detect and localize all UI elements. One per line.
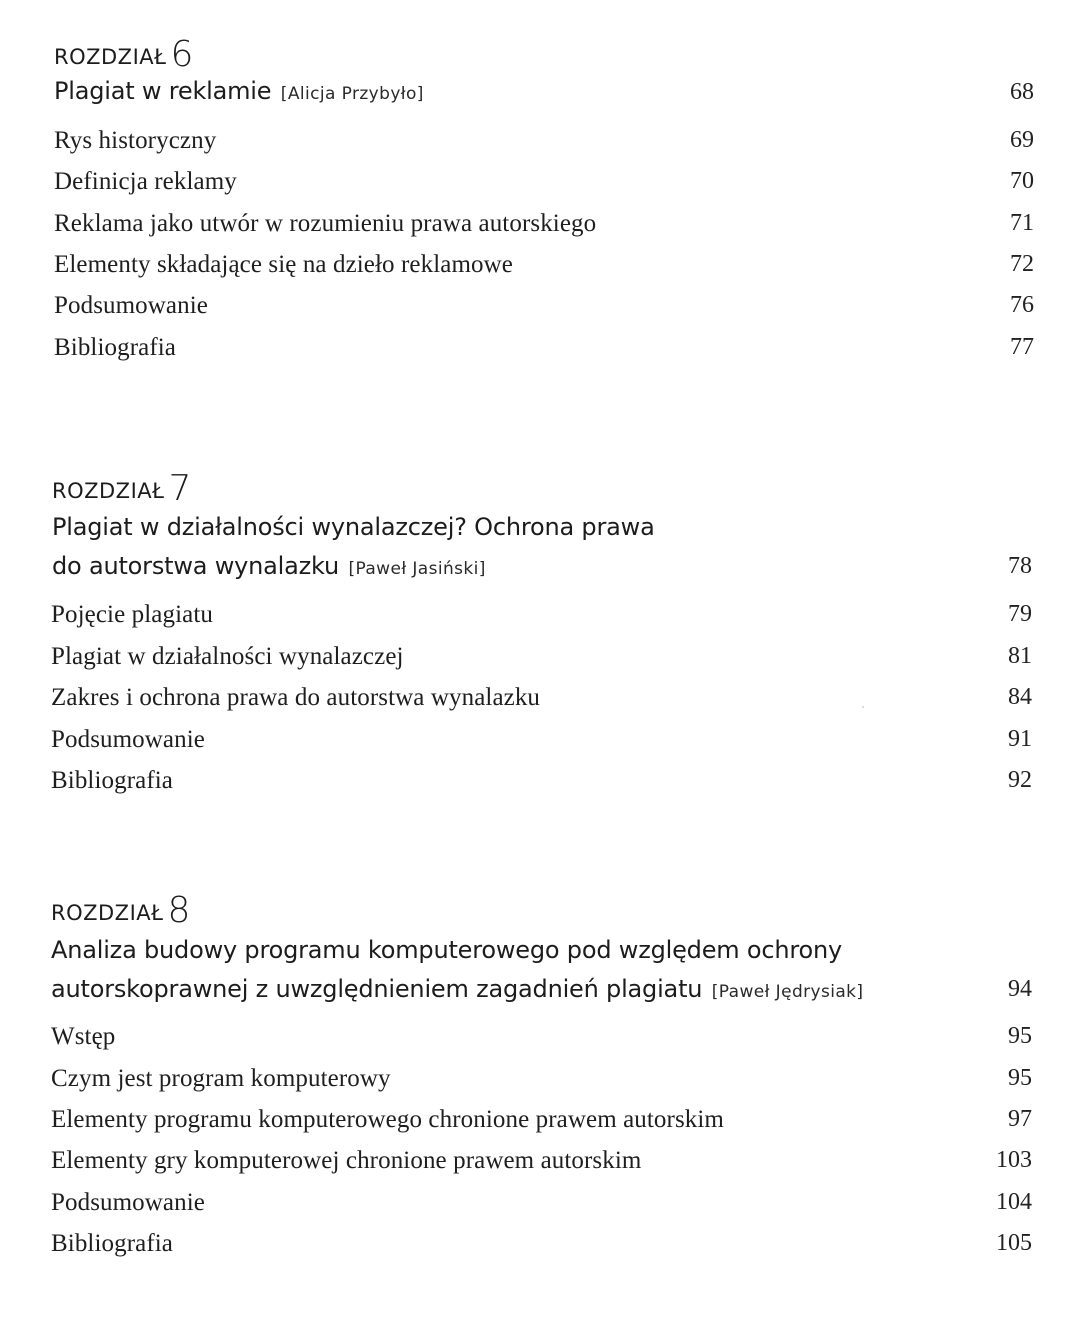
toc-entry-title: Czym jest program komputerowy bbox=[51, 1065, 391, 1092]
toc-entry-page: 77 bbox=[1010, 334, 1034, 360]
toc-entry-page: 84 bbox=[1008, 684, 1032, 710]
toc-entry-title: Bibliografia bbox=[51, 767, 174, 794]
chapter-label-text: ROZDZIAŁ bbox=[51, 901, 164, 925]
toc-entry[interactable] bbox=[0, 1106, 1078, 1147]
toc-entry[interactable] bbox=[0, 1189, 1078, 1230]
chapter-title[interactable] bbox=[51, 931, 863, 1012]
toc-entry-title: Elementy składające się na dzieło reklamowe bbox=[54, 251, 513, 278]
chapter-title-line: Analiza budowy programu komputerowego pod względem ochrony bbox=[51, 936, 843, 964]
toc-entry[interactable] bbox=[0, 168, 1078, 209]
toc-entry-page: 103 bbox=[996, 1147, 1032, 1173]
chapter-title-line-text: do autorstwa wynalazku bbox=[52, 552, 339, 580]
toc-entry-title: Podsumowanie bbox=[51, 726, 205, 753]
chapter-author: [Paweł Jędrysiak] bbox=[711, 982, 864, 1002]
chapter-title[interactable] bbox=[54, 72, 424, 114]
toc-entry-page: 70 bbox=[1010, 168, 1034, 194]
chapter-number: 7 bbox=[168, 468, 192, 509]
toc-entry-page: 69 bbox=[1010, 127, 1034, 153]
toc-entry-title: Elementy programu komputerowego chronione prawem autorskim bbox=[51, 1106, 724, 1133]
toc-entry[interactable] bbox=[0, 1147, 1078, 1188]
toc-entry-title: Bibliografia bbox=[51, 1230, 174, 1257]
toc-entry[interactable] bbox=[0, 251, 1078, 292]
scan-speck bbox=[862, 706, 864, 708]
toc-entry[interactable] bbox=[0, 767, 1078, 808]
toc-entry-page: 95 bbox=[1008, 1065, 1032, 1091]
toc-entry-page: 71 bbox=[1010, 210, 1034, 236]
chapter-number: 6 bbox=[170, 34, 194, 75]
toc-entry-title: Elementy gry komputerowej chronione prawem autorskim bbox=[51, 1147, 642, 1174]
toc-entry[interactable] bbox=[0, 1065, 1078, 1106]
chapter-title-line-text: autorskoprawnej z uwzględnieniem zagadnień plagiatu bbox=[51, 975, 703, 1003]
chapter-label bbox=[51, 888, 190, 929]
toc-entry[interactable] bbox=[0, 601, 1078, 642]
toc-entry[interactable] bbox=[0, 292, 1078, 333]
chapter-page-number: 68 bbox=[1010, 79, 1034, 105]
toc-entry[interactable] bbox=[0, 1230, 1078, 1271]
chapter-label bbox=[52, 466, 191, 507]
toc-entry[interactable] bbox=[0, 1023, 1078, 1064]
toc-entry[interactable] bbox=[0, 726, 1078, 767]
toc-entry-page: 91 bbox=[1008, 726, 1032, 752]
toc-entry-title: Definicja reklamy bbox=[54, 168, 237, 195]
chapter-label-text: ROZDZIAŁ bbox=[52, 479, 165, 503]
toc-entry-page: 95 bbox=[1008, 1023, 1032, 1049]
chapter-title-line-2 bbox=[51, 970, 863, 1012]
toc-entry-title: Reklama jako utwór w rozumieniu prawa autorskiego bbox=[54, 210, 597, 237]
chapter-title-line: Plagiat w reklamie bbox=[54, 77, 272, 105]
chapter-page-number: 94 bbox=[1008, 976, 1032, 1002]
toc-entry-page: 79 bbox=[1008, 601, 1032, 627]
toc-entry[interactable] bbox=[0, 210, 1078, 251]
chapter-title-line: Plagiat w działalności wynalazczej? Ochrona prawa bbox=[52, 513, 655, 541]
toc-entry-title: Zakres i ochrona prawa do autorstwa wynalazku bbox=[51, 684, 541, 711]
toc-entry[interactable] bbox=[0, 334, 1078, 375]
chapter-author: [Paweł Jasiński] bbox=[348, 559, 486, 579]
toc-entry-title: Podsumowanie bbox=[51, 1189, 205, 1216]
toc-entry-page: 92 bbox=[1008, 767, 1032, 793]
toc-entry-page: 105 bbox=[996, 1230, 1032, 1256]
toc-entry[interactable] bbox=[0, 127, 1078, 168]
chapter-title[interactable] bbox=[52, 508, 655, 589]
chapter-title-line-2 bbox=[52, 547, 655, 589]
chapter-label bbox=[54, 32, 193, 73]
toc-entry-title: Pojęcie plagiatu bbox=[51, 601, 213, 628]
chapter-page-number: 78 bbox=[1008, 553, 1032, 579]
toc-entry[interactable] bbox=[0, 684, 1078, 725]
toc-entry-page: 104 bbox=[996, 1189, 1032, 1215]
toc-entry-page: 72 bbox=[1010, 251, 1034, 277]
toc-entry-page: 81 bbox=[1008, 643, 1032, 669]
toc-entry-title: Plagiat w działalności wynalazczej bbox=[51, 643, 404, 670]
toc-entry-title: Podsumowanie bbox=[54, 292, 208, 319]
toc-entry-page: 76 bbox=[1010, 292, 1034, 318]
chapter-label-text: ROZDZIAŁ bbox=[54, 45, 167, 69]
toc-entry-page: 97 bbox=[1008, 1106, 1032, 1132]
chapter-number: 8 bbox=[167, 890, 191, 931]
toc-entry[interactable] bbox=[0, 643, 1078, 684]
toc-entry-title: Rys historyczny bbox=[54, 127, 217, 154]
toc-entry-title: Wstęp bbox=[51, 1023, 116, 1050]
chapter-author: [Alicja Przybyło] bbox=[280, 84, 424, 104]
toc-entry-title: Bibliografia bbox=[54, 334, 177, 361]
